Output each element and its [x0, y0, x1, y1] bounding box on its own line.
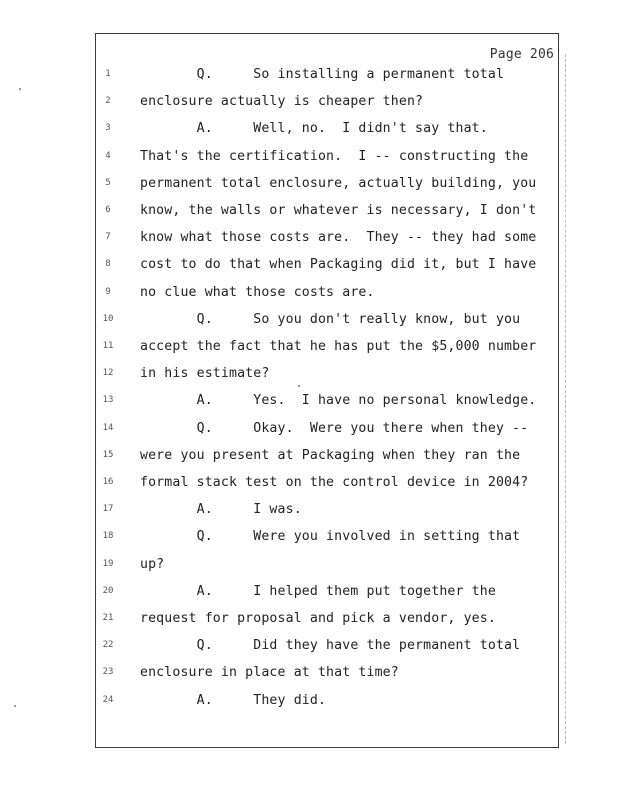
line-number: 20: [102, 585, 114, 596]
page-edge-marks: [564, 54, 566, 744]
line-number: 23: [102, 667, 114, 678]
transcript-page: [95, 33, 559, 748]
transcript-line: [96, 502, 558, 522]
line-text: formal stack test on the control device in 2004?: [140, 475, 529, 490]
line-number: 10: [102, 313, 114, 324]
transcript-line: [96, 475, 558, 495]
line-number: 13: [102, 395, 114, 406]
line-text: were you present at Packaging when they ran the: [140, 447, 521, 463]
transcript-line: [96, 421, 558, 441]
line-text: Q. Okay. Were you there when they --: [140, 420, 529, 436]
transcript-line: [96, 149, 558, 169]
line-number: 16: [102, 477, 114, 487]
transcript-line: [96, 94, 558, 114]
line-text: accept the fact that he has put the $5,000 number: [140, 339, 537, 354]
transcript-line: [96, 339, 558, 359]
transcript-line: [96, 67, 558, 87]
line-number: 4: [105, 150, 111, 161]
line-number: 19: [102, 558, 114, 569]
line-text: Q. Were you involved in setting that: [140, 529, 521, 545]
line-number: 9: [105, 286, 111, 297]
line-number: 17: [102, 504, 114, 515]
transcript-line: [96, 366, 558, 386]
line-number: 5: [105, 177, 111, 188]
line-number: 2: [105, 96, 111, 107]
line-number: 14: [102, 422, 114, 433]
transcript-line: [96, 230, 558, 250]
transcript-line: [96, 176, 558, 196]
line-text: A. Well, no. I didn't say that.: [140, 121, 488, 137]
line-text: Q. So you don't really know, but you: [140, 311, 521, 327]
transcript-line: [96, 693, 558, 713]
line-text: request for proposal and pick a vendor, yes.: [140, 611, 496, 626]
transcript-line: [96, 393, 558, 413]
transcript-line: [96, 257, 558, 277]
scan-speck: [14, 705, 16, 707]
line-text: no clue what those costs are.: [140, 284, 375, 300]
transcript-line: [96, 557, 558, 577]
transcript-line: [96, 638, 558, 658]
line-text: know, the walls or whatever is necessary, I don't: [140, 203, 537, 218]
line-text: A. They did.: [140, 692, 327, 708]
line-text: up?: [140, 556, 165, 572]
line-number: 22: [102, 640, 114, 651]
line-text: Q. So installing a permanent total: [140, 67, 505, 82]
transcript-line: [96, 448, 558, 468]
line-text: cost to do that when Packaging did it, but I have: [140, 257, 537, 273]
line-text: A. I helped them put together the: [140, 583, 496, 599]
line-number: 3: [105, 123, 111, 134]
scan-speck: [19, 88, 21, 90]
line-number: 11: [102, 341, 114, 351]
transcript-line: [96, 312, 558, 332]
line-text: A. Yes. I have no personal knowledge.: [140, 393, 537, 409]
line-number: 12: [102, 368, 114, 379]
line-number: 18: [102, 531, 114, 542]
transcript-line: [96, 529, 558, 549]
transcript-line: [96, 203, 558, 223]
line-text: enclosure actually is cheaper then?: [140, 94, 424, 110]
line-number: 15: [102, 449, 114, 460]
line-text: in his estimate?: [140, 366, 270, 382]
line-text: Q. Did they have the permanent total: [140, 638, 521, 654]
line-number: 6: [105, 205, 111, 215]
line-text: know what those costs are. They -- they had some: [140, 230, 537, 246]
line-number: 8: [105, 259, 111, 270]
transcript-line: [96, 665, 558, 685]
transcript-line: [96, 584, 558, 604]
line-number: 1: [105, 69, 111, 79]
line-number: 24: [102, 694, 114, 705]
line-text: That's the certification. I -- constructing the: [140, 148, 529, 164]
line-text: A. I was.: [140, 502, 302, 518]
line-number: 7: [105, 232, 111, 243]
line-number: 21: [102, 613, 114, 623]
transcript-line: [96, 611, 558, 631]
transcript-line: [96, 285, 558, 305]
line-text: permanent total enclosure, actually building, you: [140, 175, 537, 191]
line-text: enclosure in place at that time?: [140, 665, 399, 681]
page-number: Page 206: [489, 47, 554, 62]
transcript-line: [96, 121, 558, 141]
scan-speck: [298, 385, 300, 387]
